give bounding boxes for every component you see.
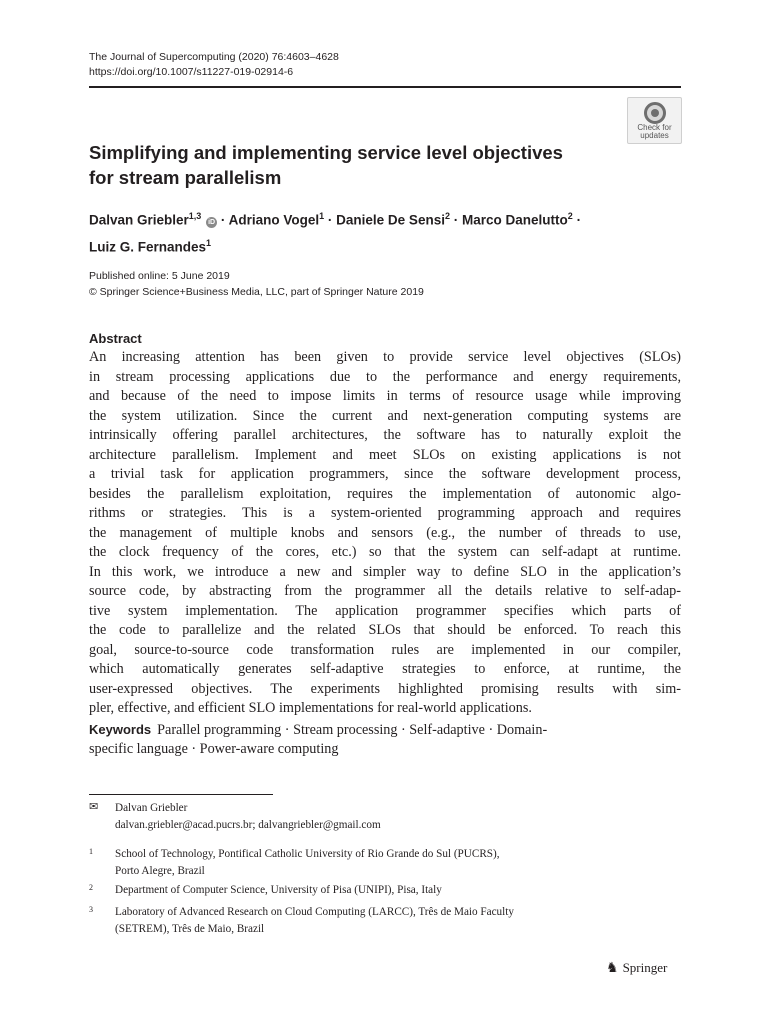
author-name[interactable]: Adriano Vogel — [228, 212, 320, 228]
abstract-line: An increasing attention has been given to provide service level objectives (SLOs) — [89, 349, 681, 365]
abstract-line: besides the parallelism exploitation, requires the implementation of autonomic algo- — [89, 485, 681, 502]
affiliation-number: 1 — [89, 847, 93, 856]
keywords-label: Keywords — [89, 722, 152, 737]
envelope-icon: ✉ — [89, 801, 99, 813]
update-icon — [644, 102, 666, 124]
abstract-line: the system utilization. Since the current and next-generation computing systems are — [89, 407, 681, 424]
journal-header — [89, 50, 339, 80]
author-separator: · — [576, 212, 582, 228]
abstract-line: and because of the need to impose limits in terms of resource usage while improving — [89, 388, 681, 404]
abstract-heading: Abstract — [89, 331, 142, 346]
author-separator: · — [220, 212, 226, 228]
copyright-notice: © Springer Science+Business Media, LLC, part of Springer Nature 2019 — [89, 286, 424, 298]
author-affiliation-mark: 1 — [319, 211, 325, 221]
abstract-line: pler, effective, and efficient SLO implementations for real-world applications. — [89, 700, 532, 716]
affiliation-line: Department of Computer Science, University of Pisa (UNIPI), Pisa, Italy — [115, 884, 442, 896]
author-affiliation-mark: 2 — [444, 211, 450, 221]
check-updates-label-1: Check for — [637, 123, 672, 132]
keywords-line-2: specific language · Power-aware computing — [89, 740, 339, 757]
orcid-icon[interactable]: iD — [208, 218, 216, 226]
author-affiliation-mark: 2 — [567, 211, 573, 221]
title-line-2: for stream parallelism — [89, 167, 282, 188]
author-name[interactable]: Luiz G. Fernandes — [89, 239, 207, 254]
publication-info — [89, 268, 424, 300]
author-name[interactable]: Daniele De Sensi — [336, 212, 445, 228]
check-updates-label-2: updates — [640, 131, 669, 140]
doi-link[interactable]: https://doi.org/10.1007/s11227-019-02914-6 — [89, 66, 294, 78]
author-name[interactable]: Marco Danelutto — [462, 212, 568, 228]
author-list — [89, 205, 689, 258]
abstract-line: tive system implementation. The application programmer specifies which parts of — [89, 602, 681, 619]
affiliation-line: School of Technology, Pontifical Catholic University of Rio Grande do Sul (PUCRS), — [115, 848, 500, 860]
publisher-name: Springer — [622, 960, 668, 975]
title-line-1: Simplifying and implementing service level objectives — [89, 142, 563, 163]
abstract-line: in stream processing applications due to the performance and energy requirements, — [89, 368, 681, 385]
check-for-updates-badge[interactable] — [627, 97, 682, 144]
abstract-line: a trivial task for application programmers, since the software development process, — [89, 466, 681, 482]
abstract-line: rithms or strategies. This is a system-oriented programming approach and requires — [89, 505, 681, 521]
author-separator: · — [453, 212, 459, 228]
abstract-line: architecture parallelism. Implement and meet SLOs on existing applications is not — [89, 446, 681, 463]
journal-citation: The Journal of Supercomputing (2020) 76:4603–4628 — [89, 51, 339, 63]
published-date: Published online: 5 June 2019 — [89, 270, 230, 282]
keywords-section — [89, 720, 681, 759]
abstract-line: the clock frequency of the cores, etc.) so that the system can self-adapt at runtime. — [89, 544, 681, 560]
abstract-line: In this work, we introduce a new and simpler way to define SLO in the application’s — [89, 563, 681, 580]
affiliation-line: (SETREM), Três de Maio, Brazil — [115, 922, 265, 935]
contact-email[interactable]: dalvan.griebler@acad.pucrs.br; dalvangriebler@gmail.com — [115, 818, 381, 831]
author-separator: · — [327, 212, 333, 228]
affiliation-number: 3 — [89, 905, 93, 914]
affiliation-number: 2 — [89, 883, 93, 892]
abstract-line: user-expressed objectives. The experiments highlighted promising results with sim- — [89, 680, 681, 697]
springer-horse-icon: ♞ — [606, 961, 619, 976]
abstract-line: the code to parallelize and the related SLOs that should be enforced. To reach this — [89, 622, 681, 638]
header-rule — [89, 86, 681, 88]
abstract-line: goal, source-to-source code transformation rules are implemented in our compiler, — [89, 641, 681, 658]
keywords-line-1: Parallel programming · Stream processing · Self-adaptive · Domain- — [157, 722, 548, 738]
affiliation-line: Porto Alegre, Brazil — [115, 864, 205, 877]
affiliation-line: Laboratory of Advanced Research on Cloud Computing (LARCC), Três de Maio Faculty — [115, 906, 514, 918]
springer-logo — [606, 960, 667, 977]
abstract-text — [89, 348, 681, 719]
author-affiliation-mark: 1 — [206, 237, 212, 248]
abstract-line: source code, by abstracting from the programmer all the details relative to self-adap- — [89, 583, 681, 599]
abstract-line: the management of multiple knobs and sensors (e.g., the number of threads to use, — [89, 524, 681, 541]
contact-name: Dalvan Griebler — [115, 802, 188, 814]
abstract-line: intrinsically offering parallel architectures, the software has to naturally exploit the — [89, 427, 681, 443]
paper-title — [89, 140, 609, 190]
author-name[interactable]: Dalvan Griebler — [89, 212, 189, 228]
author-affiliation-mark: 1,3 — [188, 211, 202, 221]
footnote-rule — [89, 794, 273, 795]
abstract-line: which automatically generates self-adaptive strategies to enforce, at runtime, the — [89, 661, 681, 677]
